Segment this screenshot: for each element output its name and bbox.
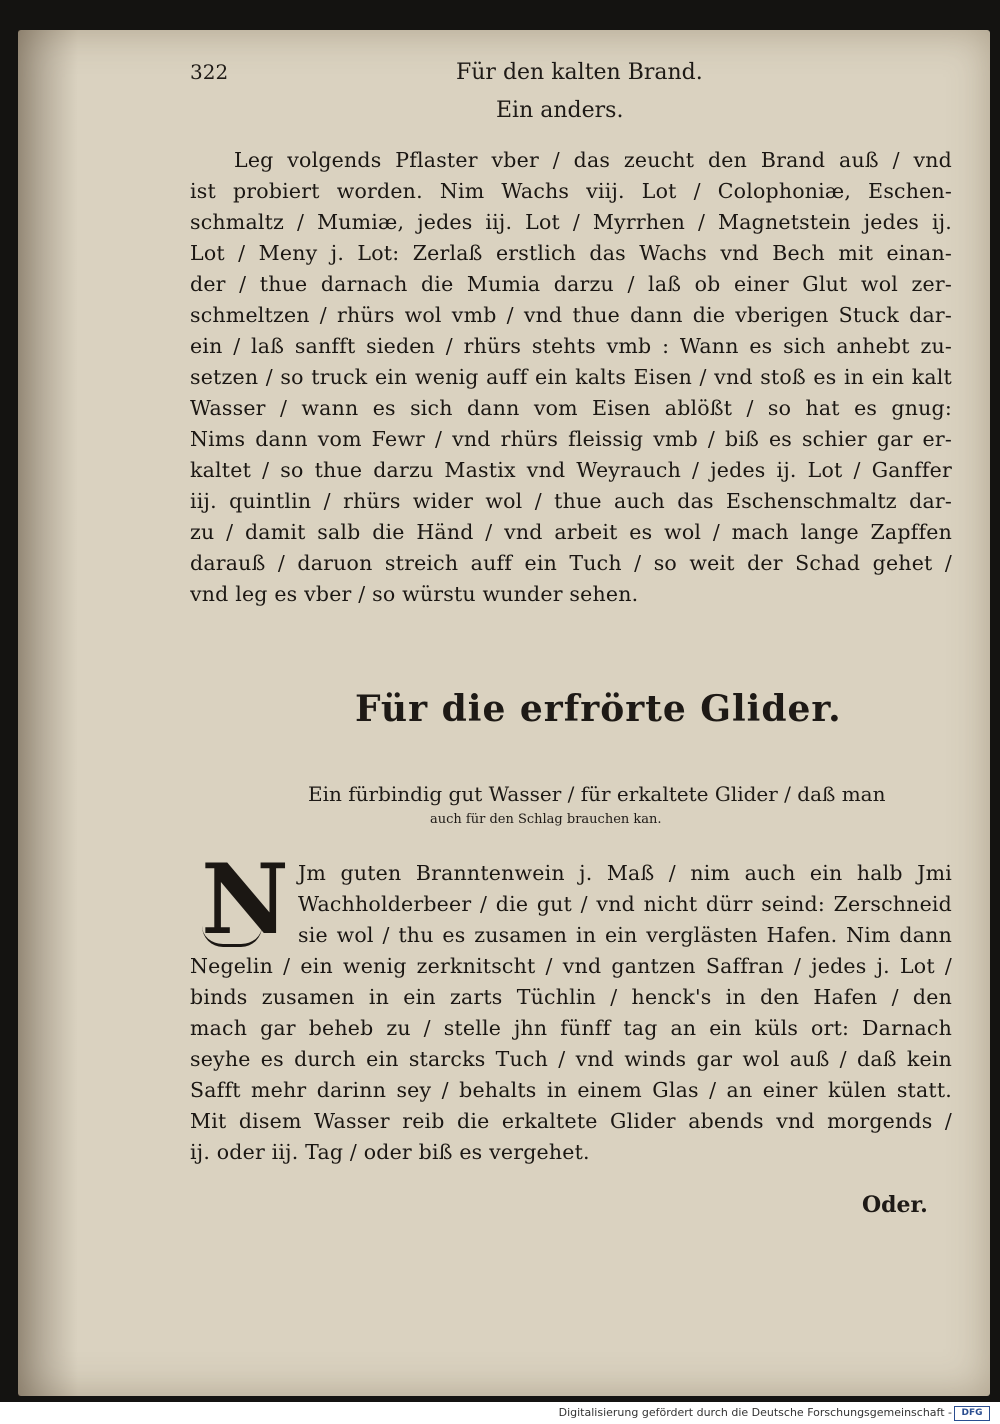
recipe-title-line-2: auch für den Schlag brauchen kan. xyxy=(430,812,662,827)
initial-letter: N xyxy=(201,843,289,956)
text-line: mach gar beheb zu / stelle jhn fünff tag an ein küls ort: Darnach xyxy=(190,1016,952,1040)
page-number: 322 xyxy=(190,60,229,84)
text-line: Wasser / wann es sich dann vom Eisen ablößt / so hat es gnug: xyxy=(190,396,952,420)
text-line: schmaltz / Mumiæ, jedes iij. Lot / Myrrhen / Magnetstein jedes ij. xyxy=(190,210,952,234)
text-line: Lot / Meny j. Lot: Zerlaß erstlich das Wachs vnd Bech mit einan- xyxy=(190,241,952,265)
text-line: seyhe es durch ein starcks Tuch / vnd winds gar wol auß / daß kein xyxy=(190,1047,952,1071)
text-line: zu / damit salb die Händ / vnd arbeit es wol / mach lange Zapffen xyxy=(190,520,952,544)
text-line: sie wol / thu es zusamen in ein verglästen Hafen. Nim dann xyxy=(298,923,952,947)
text-line: setzen / so truck ein wenig auff ein kalts Eisen / vnd stoß es in ein kalt xyxy=(190,365,952,389)
text-line: vnd leg es vber / so würstu wunder sehen. xyxy=(190,582,639,606)
text-line: ij. oder iij. Tag / oder biß es vergehet. xyxy=(190,1140,590,1164)
text-line: binds zusamen in ein zarts Tüchlin / henck's in den Hafen / den xyxy=(190,985,952,1009)
text-line: kaltet / so thue darzu Mastix vnd Weyrauch / jedes ij. Lot / Ganffer xyxy=(190,458,952,482)
text-line: der / thue darnach die Mumia darzu / laß ob einer Glut wol zer- xyxy=(190,272,952,296)
text-line: iij. quintlin / rhürs wider wol / thue auch das Eschenschmaltz dar- xyxy=(190,489,952,513)
running-head: Für den kalten Brand. xyxy=(456,60,703,85)
text-line: Negelin / ein wenig zerknitscht / vnd gantzen Saffran / jedes j. Lot / xyxy=(190,954,952,978)
text-line: Wachholderbeer / die gut / vnd nicht dürr seind: Zerschneid xyxy=(298,892,952,916)
text-line: Mit disem Wasser reib die erkaltete Glider abends vnd morgends / xyxy=(190,1109,952,1133)
recipe-title-line-1: Ein fürbindig gut Wasser / für erkaltete Glider / daß man xyxy=(308,782,886,806)
funding-notice: Digitalisierung gefördert durch die Deutsche Forschungsgemeinschaft - xyxy=(558,1406,952,1419)
text-line: schmeltzen / rhürs wol vmb / vnd thue dann die vberigen Stuck dar- xyxy=(190,303,952,327)
section-subheading: Ein anders. xyxy=(496,98,624,123)
section-heading: Für die erfrörte Glider. xyxy=(355,688,842,730)
recipe-paragraph-1 xyxy=(190,145,952,610)
text-line: darauß / daruon streich auff ein Tuch / so weit der Schad gehet / xyxy=(190,551,952,575)
recipe-paragraph-2 xyxy=(190,858,952,1168)
text-line: Safft mehr darinn sey / behalts in einem Glas / an einer külen statt. xyxy=(190,1078,952,1102)
text-line: Leg volgends Pflaster vber / das zeucht den Brand auß / vnd xyxy=(234,148,952,172)
text-line: Nims dann vom Fewr / vnd rhürs fleissig vmb / biß es schier gar er- xyxy=(190,427,952,451)
text-line: Jm guten Branntenwein j. Maß / nim auch ein halb Jmi xyxy=(298,861,952,885)
catchword: Oder. xyxy=(862,1192,928,1218)
dfg-logo-icon[interactable]: DFG xyxy=(954,1406,990,1421)
text-line: ist probiert worden. Nim Wachs viij. Lot / Colophoniæ, Eschen- xyxy=(190,179,952,203)
footer-bar xyxy=(0,1402,1000,1424)
text-line: ein / laß sanfft sieden / rhürs stehts vmb : Wann es sich anhebt zu- xyxy=(190,334,952,358)
